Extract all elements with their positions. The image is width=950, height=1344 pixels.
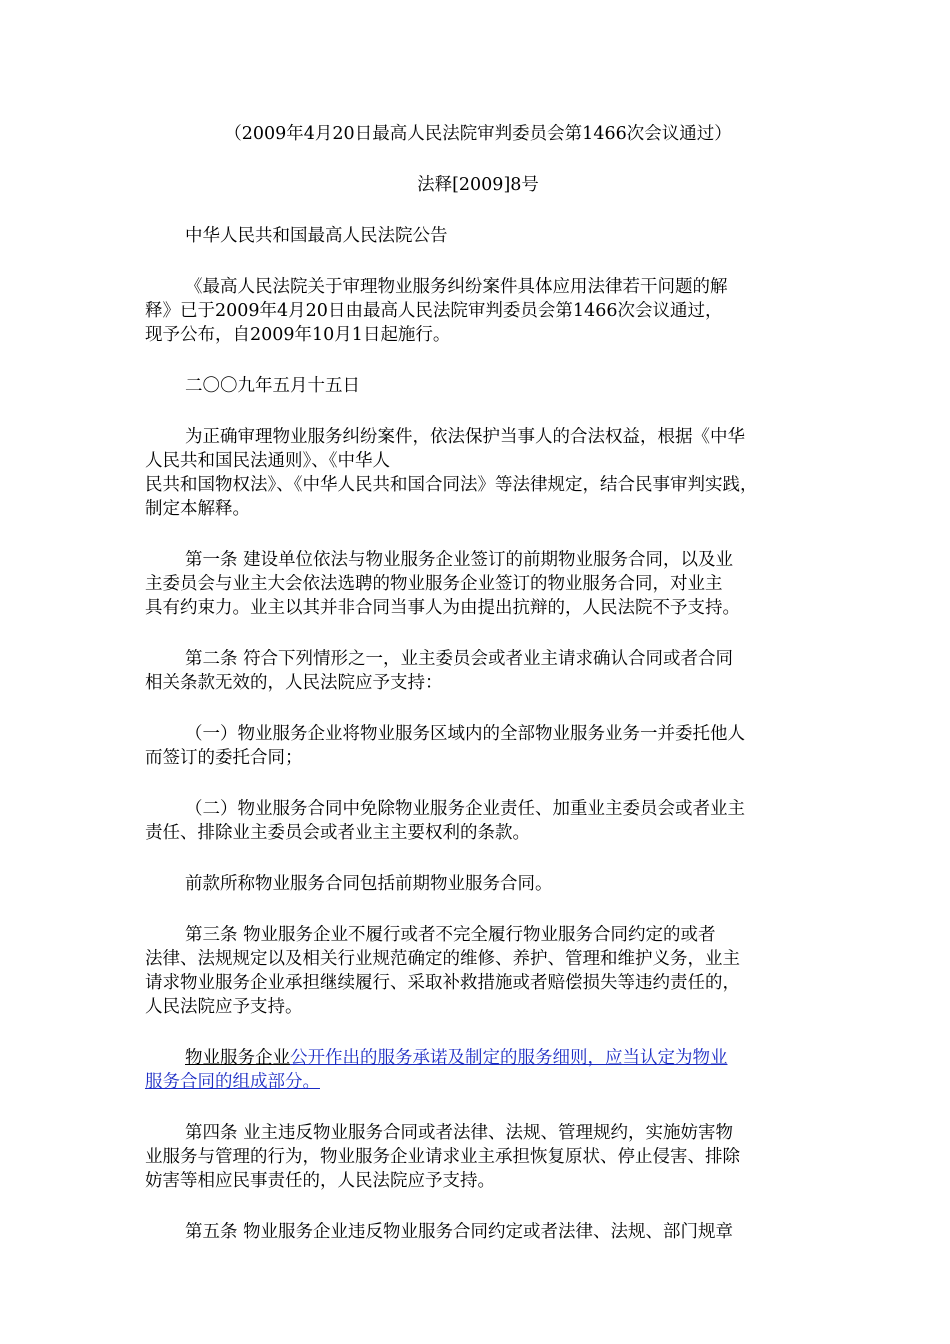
announcement-title: 中华人民共和国最高人民法院公告 <box>185 226 448 246</box>
announcement-line-3: 现予公布，自2009年10月1日起施行。 <box>145 325 451 345</box>
article-1 <box>145 548 811 620</box>
article-3-line-2: 法律、法规规定以及相关行业规范确定的维修、养护、管理和维护义务，业主 <box>145 949 740 969</box>
article-4 <box>145 1121 811 1193</box>
note-prior-contract: 前款所称物业服务合同包括前期物业服务合同。 <box>185 874 553 894</box>
item-1-line-2: 而签订的委托合同； <box>145 748 303 768</box>
service-commitment-lead: 物业服务企业 <box>185 1048 290 1068</box>
article-4-line-1: 第四条 业主违反物业服务合同或者法律、法规、管理规约，实施妨害物 <box>185 1123 734 1143</box>
article-2 <box>145 647 811 695</box>
session-note: （2009年4月20日最高人民法院审判委员会第1466次会议通过） <box>224 124 732 144</box>
announcement-date: 二〇〇九年五月十五日 <box>185 376 360 396</box>
article-1-line-3: 具有约束力。业主以其并非合同当事人为由提出抗辩的，人民法院不予支持。 <box>145 598 740 618</box>
article-3 <box>145 923 811 1019</box>
item-2-line-2: 责任、排除业主委员会或者业主主要权利的条款。 <box>145 823 530 843</box>
article-3-service-commitment <box>145 1046 811 1094</box>
item-1-line-1: （一）物业服务企业将物业服务区域内的全部物业服务业务一并委托他人 <box>185 724 745 744</box>
article-2-line-1: 第二条 符合下列情形之一，业主委员会或者业主请求确认合同或者合同 <box>185 649 734 669</box>
item-1 <box>145 722 811 770</box>
service-commitment-link[interactable]: 公开作出的服务承诺及制定的服务细则，应当认定为物业 <box>290 1048 728 1068</box>
doc-number: 法释[2009]8号 <box>417 175 539 195</box>
preamble-line-1: 为正确审理物业服务纠纷案件，依法保护当事人的合法权益，根据《中华 <box>185 427 745 447</box>
announcement-body <box>145 275 811 347</box>
announcement-line-1: 《最高人民法院关于审理物业服务纠纷案件具体应用法律若干问题的解 <box>185 277 728 297</box>
preamble-line-3: 民共和国物权法》、《中华人民共和国合同法》等法律规定，结合民事审判实践， <box>145 475 758 495</box>
document-body <box>145 122 811 1244</box>
item-2 <box>145 797 811 845</box>
article-4-line-2: 业服务与管理的行为，物业服务企业请求业主承担恢复原状、停止侵害、排除 <box>145 1147 740 1167</box>
preamble-line-4: 制定本解释。 <box>145 499 250 519</box>
article-3-line-4: 人民法院应予支持。 <box>145 997 303 1017</box>
article-5-line-1: 第五条 物业服务企业违反物业服务合同约定或者法律、法规、部门规章 <box>185 1222 734 1242</box>
article-3-line-1: 第三条 物业服务企业不履行或者不完全履行物业服务合同约定的或者 <box>185 925 716 945</box>
article-2-line-2: 相关条款无效的，人民法院应予支持： <box>145 673 443 693</box>
article-5 <box>145 1220 811 1244</box>
service-commitment-link-cont[interactable]: 服务合同的组成部分。 <box>145 1072 320 1092</box>
preamble-line-2: 人民共和国民法通则》、《中华人 <box>145 451 390 471</box>
announcement-line-2: 释》已于2009年4月20日由最高人民法院审判委员会第1466次会议通过， <box>145 301 723 321</box>
article-1-line-1: 第一条 建设单位依法与物业服务企业签订的前期物业服务合同，以及业 <box>185 550 734 570</box>
article-4-line-3: 妨害等相应民事责任的，人民法院应予支持。 <box>145 1171 495 1191</box>
preamble <box>145 425 811 521</box>
service-commitment-line-2 <box>145 1070 811 1094</box>
item-2-line-1: （二）物业服务合同中免除物业服务企业责任、加重业主委员会或者业主 <box>185 799 745 819</box>
article-3-line-3: 请求物业服务企业承担继续履行、采取补救措施或者赔偿损失等违约责任的， <box>145 973 740 993</box>
article-1-line-2: 主委员会与业主大会依法选聘的物业服务企业签订的物业服务合同，对业主 <box>145 574 723 594</box>
service-commitment-line-1 <box>145 1046 811 1070</box>
